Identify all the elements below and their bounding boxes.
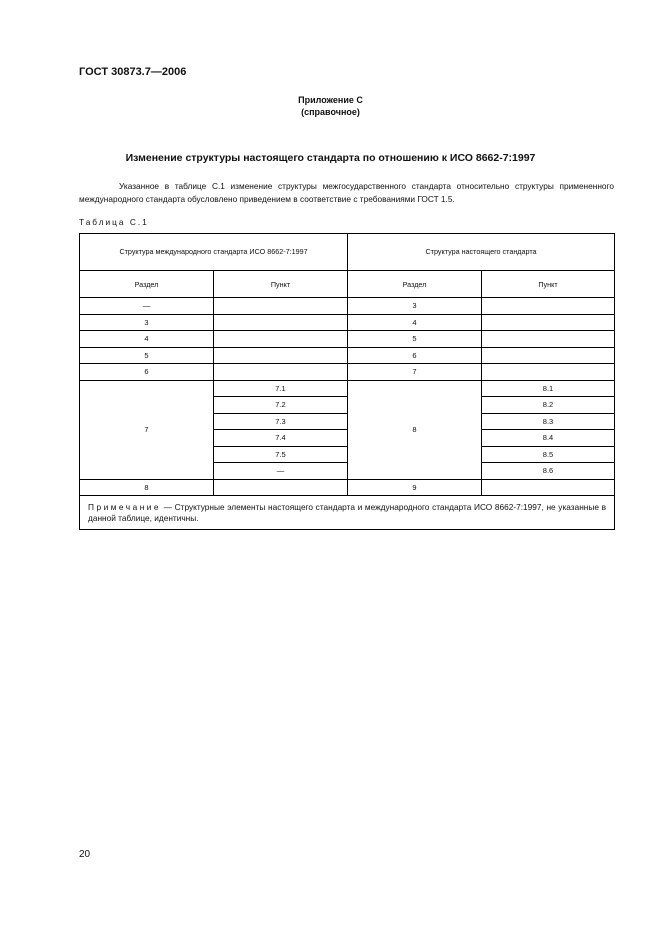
standard-designation: ГОСТ 30873.7—2006 <box>79 66 187 78</box>
intl-item-cell <box>214 479 348 496</box>
column-header: Пункт <box>214 271 348 298</box>
cur-item-cell <box>482 331 615 348</box>
intl-item-cell: 7.5 <box>214 446 348 463</box>
table-caption: Таблица С.1 <box>79 217 149 227</box>
cur-item-cell <box>482 364 615 381</box>
cur-section-cell: 6 <box>348 347 482 364</box>
intl-section-cell: 4 <box>80 331 214 348</box>
cur-section-cell: 9 <box>348 479 482 496</box>
table-row <box>80 364 615 381</box>
intl-item-cell <box>214 347 348 364</box>
intl-item-cell <box>214 331 348 348</box>
note-label: Примечание <box>88 501 162 512</box>
column-header: Пункт <box>482 271 615 298</box>
intro-text: Указанное в таблице С.1 изменение структуры межгосударственного стандарта относительно структуры примененного международного стандарта обусловлено приведением в соответствие с требованиями ГОСТ 1.5. <box>79 181 614 204</box>
intl-structure-header: Структура международного стандарта ИСО 8662-7:1997 <box>80 234 348 271</box>
cur-section-cell: 3 <box>348 298 482 315</box>
cur-item-cell <box>482 479 615 496</box>
column-header: Раздел <box>348 271 482 298</box>
section-title: Изменение структуры настоящего стандарта по отношению к ИСО 8662-7:1997 <box>125 152 536 164</box>
intl-item-cell <box>214 298 348 315</box>
table-row <box>80 479 615 496</box>
current-structure-header: Структура настоящего стандарта <box>348 234 615 271</box>
intl-item-cell: — <box>214 463 348 480</box>
intl-item-cell <box>214 314 348 331</box>
annex-title: Приложение С <box>298 95 363 105</box>
table-note <box>80 496 615 530</box>
intl-section-cell: 7 <box>80 380 214 479</box>
cur-item-cell <box>482 347 615 364</box>
cur-item-cell: 8.6 <box>482 463 615 480</box>
table-group-header-row <box>80 234 615 271</box>
intl-section-cell: — <box>80 298 214 315</box>
column-header: Раздел <box>80 271 214 298</box>
structure-table <box>79 233 615 530</box>
intl-item-cell: 7.1 <box>214 380 348 397</box>
intl-item-cell: 7.3 <box>214 413 348 430</box>
intl-section-cell: 8 <box>80 479 214 496</box>
cur-section-cell: 8 <box>348 380 482 479</box>
cur-item-cell <box>482 314 615 331</box>
intl-item-cell <box>214 364 348 381</box>
cur-item-cell: 8.3 <box>482 413 615 430</box>
intl-section-cell: 3 <box>80 314 214 331</box>
cur-item-cell: 8.5 <box>482 446 615 463</box>
table-note-row <box>80 496 615 530</box>
cur-item-cell <box>482 298 615 315</box>
intl-section-cell: 6 <box>80 364 214 381</box>
cur-section-cell: 5 <box>348 331 482 348</box>
cur-item-cell: 8.4 <box>482 430 615 447</box>
intl-item-cell: 7.4 <box>214 430 348 447</box>
table-row <box>80 347 615 364</box>
table-row <box>80 314 615 331</box>
intl-item-cell: 7.2 <box>214 397 348 414</box>
cur-section-cell: 4 <box>348 314 482 331</box>
cur-section-cell: 7 <box>348 364 482 381</box>
intro-paragraph <box>79 180 614 206</box>
cur-item-cell: 8.2 <box>482 397 615 414</box>
table-row <box>80 380 615 397</box>
table-column-header-row <box>80 271 615 298</box>
table-row <box>80 298 615 315</box>
table-row <box>80 331 615 348</box>
page-number: 20 <box>79 849 91 860</box>
intl-section-cell: 5 <box>80 347 214 364</box>
cur-item-cell: 8.1 <box>482 380 615 397</box>
annex-subtitle: (справочное) <box>301 107 360 117</box>
note-text: — Структурные элементы настоящего стандарта и международного стандарта ИСО 8662-7:1997, не указанные в данной таблице, идентичны. <box>88 501 607 523</box>
